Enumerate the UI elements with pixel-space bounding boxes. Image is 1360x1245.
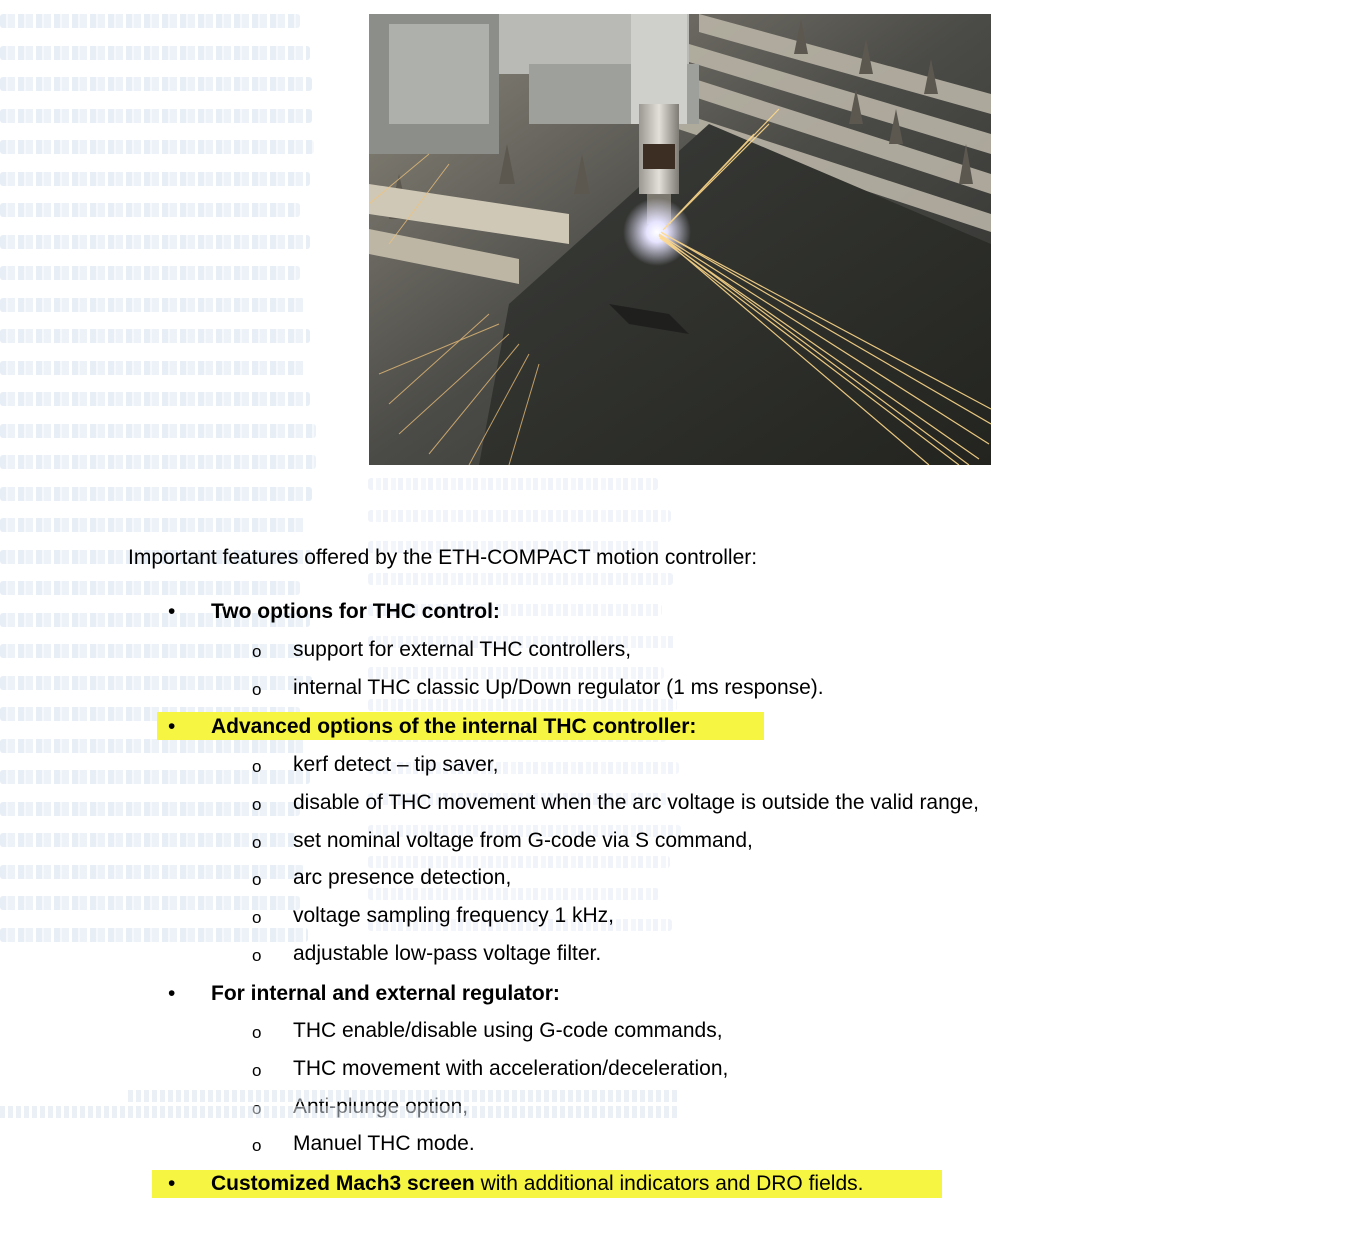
sub-bullet: o (252, 642, 262, 661)
sub-bullet: o (252, 1023, 262, 1042)
subitem-text: voltage sampling frequency 1 kHz, (293, 904, 614, 928)
ghost-line (0, 770, 310, 784)
subitem-text: set nominal voltage from G-code via S command, (293, 828, 753, 852)
sub-bullet: o (252, 794, 262, 814)
section-title: Two options for THC control: (211, 600, 500, 623)
ghost-line (0, 46, 310, 60)
sub-bullet: o (252, 870, 262, 890)
sub-bullet: o (252, 1136, 262, 1156)
ghost-line (0, 424, 316, 438)
ghost-line (0, 392, 310, 406)
ghost-line (0, 329, 310, 343)
ghost-line (0, 203, 300, 217)
sub-bullet: o (252, 679, 262, 699)
ghost-line (0, 77, 312, 91)
ghost-line (0, 14, 300, 28)
subitem-text: THC enable/disable using G-code commands, (293, 1019, 723, 1042)
plasma-cutting-photo (369, 14, 991, 465)
sub-bullet: o (252, 1060, 262, 1080)
ghost-text-artifact (0, 14, 318, 954)
ghost-line (368, 573, 673, 585)
ghost-line (0, 581, 300, 595)
ghost-line (0, 109, 312, 123)
ghost-line (0, 487, 312, 501)
ghost-line (0, 172, 310, 186)
ghost-line (0, 266, 300, 280)
mach3-bold: Customized Mach3 screen (211, 1172, 475, 1195)
ghost-line (0, 361, 306, 375)
ghost-text-artifact-bottom (0, 1100, 680, 1140)
subitem-text: arc presence detection, (293, 866, 512, 890)
section-title: Advanced options of the internal THC controller: (211, 715, 697, 738)
ghost-line (128, 1090, 680, 1102)
mach3-rest: with additional indicators and DRO fields. (474, 1172, 864, 1195)
subitem-text: THC movement with acceleration/deceleration, (293, 1056, 729, 1080)
sub-bullet: o (252, 757, 262, 776)
subitem-text: support for external THC controllers, (293, 638, 632, 661)
subitem-text: disable of THC movement when the arc voltage is outside the valid range, (293, 790, 979, 814)
intro-text: Important features offered by the ETH-COMPACT motion controller: (128, 546, 758, 569)
bullet: • (168, 1172, 176, 1195)
ghost-line (0, 235, 310, 249)
section-title: For internal and external regulator: (211, 982, 560, 1005)
subitem-text: internal THC classic Up/Down regulator (1 ms response). (293, 675, 824, 699)
ghost-line (0, 455, 316, 469)
ghost-line (368, 478, 658, 490)
subitem-text: kerf detect – tip saver, (293, 753, 499, 776)
ghost-line (0, 928, 308, 942)
ghost-line (0, 140, 314, 154)
ghost-line (368, 510, 671, 522)
bullet: • (168, 600, 176, 623)
subitem-text: Manuel THC mode. (293, 1132, 475, 1156)
ghost-line (0, 298, 305, 312)
sub-bullet: o (252, 908, 262, 928)
subitem-text: adjustable low-pass voltage filter. (293, 942, 602, 965)
sub-bullet: o (252, 946, 262, 965)
ghost-line (0, 1106, 680, 1118)
ghost-line (0, 739, 306, 753)
mach3-text (211, 1171, 863, 1197)
ghost-line (0, 518, 306, 532)
bullet: • (168, 982, 176, 1005)
sub-bullet: o (252, 832, 262, 852)
ghost-line (0, 676, 312, 690)
bullet: • (168, 715, 176, 738)
